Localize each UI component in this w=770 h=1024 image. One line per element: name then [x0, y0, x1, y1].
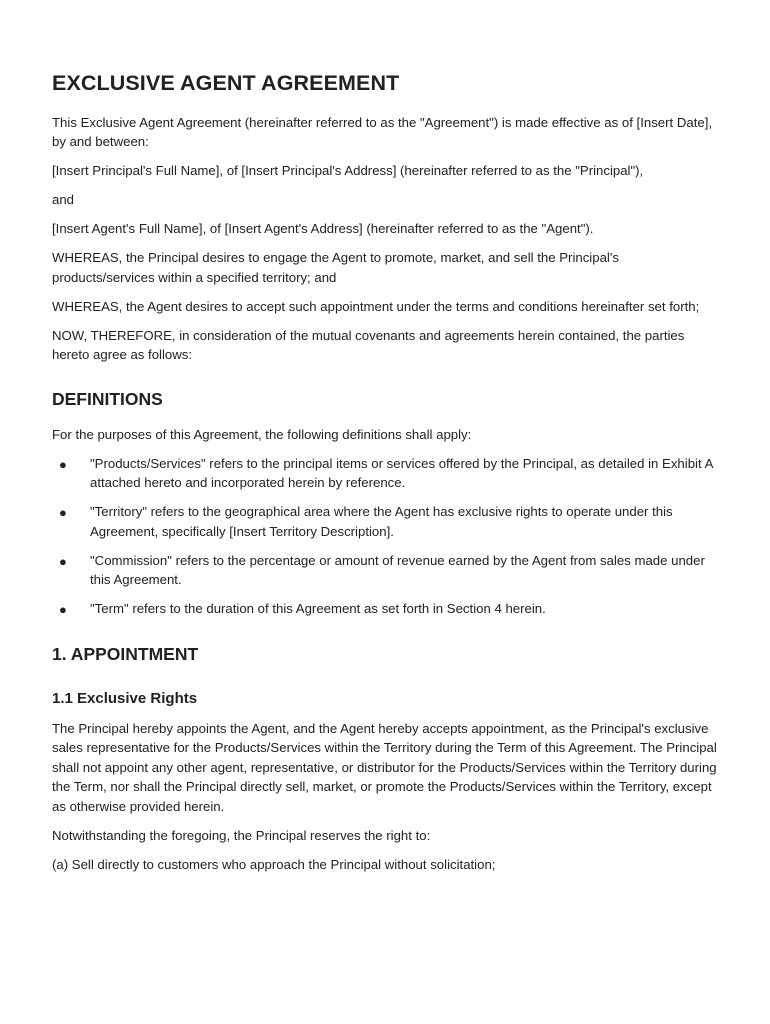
- now-therefore: NOW, THEREFORE, in consideration of the mutual covenants and agreements herein contained, the parties hereto agree as follows:: [52, 327, 685, 363]
- whereas-agent: WHEREAS, the Agent desires to accept such appointment under the terms and conditions hereinafter set forth;: [52, 298, 700, 314]
- definition-item: [52, 551, 722, 590]
- bullet-icon: ●: [59, 505, 67, 521]
- definition-text: "Products/Services" refers to the principal items or services offered by the Principal, as detailed in Exhibit A attached hereto and incorporated herein by reference.: [90, 455, 713, 491]
- conjunction-and: and: [52, 192, 75, 208]
- definitions-lead: For the purposes of this Agreement, the following definitions shall apply:: [52, 426, 472, 442]
- intro-paragraph: This Exclusive Agent Agreement (hereinafter referred to as the "Agreement") is made effective as of [Insert Date], by and between:: [52, 114, 713, 150]
- bullet-icon: ●: [59, 602, 67, 618]
- appointment-heading: 1. APPOINTMENT: [52, 643, 199, 664]
- document-title: EXCLUSIVE AGENT AGREEMENT: [52, 71, 400, 95]
- definition-text: "Commission" refers to the percentage or amount of revenue earned by the Agent from sales made under this Agreement.: [90, 552, 705, 588]
- bullet-icon: ●: [59, 553, 67, 569]
- reservation-item-a: (a) Sell directly to customers who approach the Principal without solicitation;: [52, 856, 496, 872]
- definitions-list: [52, 454, 722, 619]
- bullet-icon: ●: [59, 456, 67, 472]
- definition-text: "Territory" refers to the geographical area where the Agent has exclusive rights to operate under this Agreement, specifically [Insert Territory Description].: [90, 504, 673, 539]
- definition-item: [52, 454, 722, 493]
- principal-party: [Insert Principal's Full Name], of [Insert Principal's Address] (hereinafter referred to as the "Principal"),: [52, 163, 644, 179]
- definition-text: "Term" refers to the duration of this Agreement as set forth in Section 4 herein.: [90, 601, 546, 617]
- whereas-principal: WHEREAS, the Principal desires to engage the Agent to promote, market, and sell the Principal's products/services within a specified territory; and: [52, 250, 619, 285]
- reservation-lead: Notwithstanding the foregoing, the Principal reserves the right to:: [52, 827, 431, 843]
- definitions-heading: DEFINITIONS: [52, 388, 163, 409]
- definition-item: [52, 502, 722, 541]
- appointment-paragraph: The Principal hereby appoints the Agent, and the Agent hereby accepts appointment, as the Principal's exclusive sales representative for the Products/Services within the Territory during the Term of this Agreement. The Principal shall not appoint any other agent, representative, or distributor for the Products/Services within the Territory during the Term, nor shall the Principal directly sell, market, or promote the Products/Services within the Territory, except as otherwise provided herein.: [52, 720, 717, 814]
- exclusive-rights-subheading: 1.1 Exclusive Rights: [52, 690, 198, 708]
- definition-item: [52, 599, 722, 619]
- agent-party: [Insert Agent's Full Name], of [Insert Agent's Address] (hereinafter referred to as the "Agent").: [52, 221, 594, 237]
